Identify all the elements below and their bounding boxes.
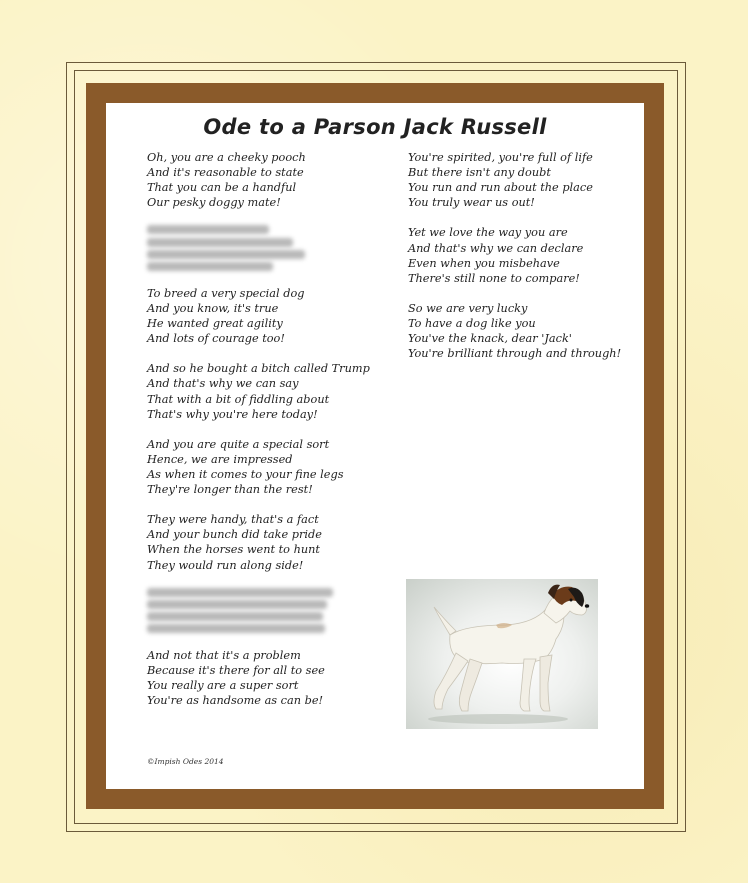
blurred-stanza [147, 225, 387, 270]
poem-line: He wanted great agility [147, 317, 283, 331]
poem-line: To breed a very special dog [147, 286, 305, 300]
poem-line: That's why you're here today! [147, 407, 318, 421]
poem-line: Hence, we are impressed [147, 452, 293, 466]
poem-line: So we are very lucky [408, 301, 528, 315]
blurred-line [147, 612, 323, 621]
poem-line: When the horses went to hunt [147, 543, 320, 557]
left-column [147, 150, 387, 724]
blurred-stanza [147, 588, 387, 633]
blurred-line [147, 624, 325, 633]
poem-line: And your bunch did take pride [147, 528, 322, 542]
poem-title: Ode to a Parson Jack Russell [203, 115, 547, 139]
blurred-line [147, 238, 293, 247]
poem-line: And not that it's a problem [147, 649, 301, 663]
poem-sheet [106, 103, 644, 789]
stanza [147, 361, 387, 421]
stanza [408, 225, 638, 285]
poem-line: They would run along side! [147, 558, 304, 572]
poem-line: And that's why we can say [147, 377, 299, 391]
right-column [408, 150, 638, 376]
poem-line: And so he bought a bitch called Trump [147, 362, 370, 376]
blurred-line [147, 588, 333, 597]
stanza [147, 512, 387, 572]
poem-line: And it's reasonable to state [147, 166, 304, 180]
poem-line: They're longer than the rest! [147, 483, 313, 497]
stanza [147, 150, 387, 210]
stanza [147, 437, 387, 497]
poem-line: And lots of courage too! [147, 332, 285, 346]
poem-line: You're spirited, you're full of life [408, 151, 593, 164]
poem-line: You truly wear us out! [408, 196, 535, 210]
stanza [408, 150, 638, 210]
poem-line: And that's why we can declare [408, 241, 584, 255]
poem-line: And you know, it's true [147, 301, 279, 315]
poem-line: Because it's there for all to see [147, 664, 325, 678]
blurred-line [147, 225, 269, 234]
poem-line: That you can be a handful [147, 181, 297, 195]
poem-line: As when it comes to your fine legs [147, 467, 344, 481]
blurred-line [147, 250, 305, 259]
poem-line: You're as handsome as can be! [147, 694, 324, 708]
poem-line: Oh, you are a cheeky pooch [147, 151, 306, 164]
poem-line: Even when you misbehave [408, 256, 560, 270]
copyright-notice: ©Impish Odes 2014 [147, 757, 224, 766]
jack-russell-photo [406, 579, 598, 729]
poem-line: There's still none to compare! [408, 271, 580, 285]
poem-line: Our pesky doggy mate! [147, 196, 281, 210]
poem-line: But there isn't any doubt [408, 166, 551, 180]
poem-line: You're brilliant through and through! [408, 347, 622, 361]
stanza [147, 648, 387, 708]
dog-illustration [406, 579, 598, 729]
stanza [147, 286, 387, 346]
blurred-line [147, 600, 327, 609]
poem-line: And you are quite a special sort [147, 437, 330, 451]
poem-line: To have a dog like you [408, 317, 536, 331]
blurred-line [147, 262, 273, 271]
poem-line: They were handy, that's a fact [147, 513, 319, 527]
poem-line: You run and run about the place [408, 181, 593, 195]
poem-line: That with a bit of fiddling about [147, 392, 330, 406]
poem-line: You've the knack, dear 'Jack' [408, 332, 572, 346]
poem-line: You really are a super sort [147, 679, 299, 693]
stanza [408, 301, 638, 361]
poem-line: Yet we love the way you are [408, 226, 568, 240]
